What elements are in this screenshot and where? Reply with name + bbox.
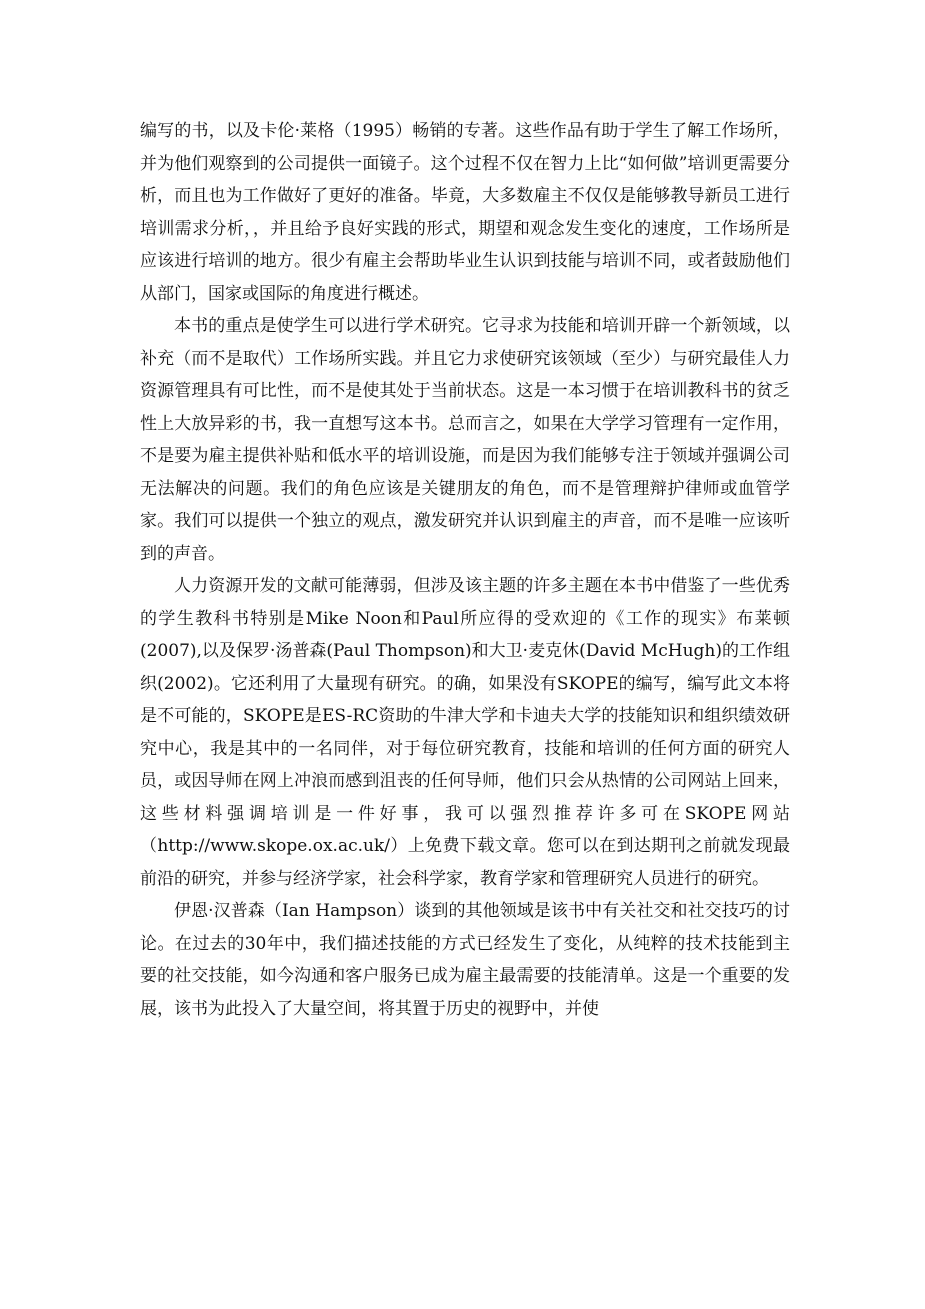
paragraph-4: 伊恩·汉普森（Ian Hampson）谈到的其他领域是该书中有关社交和社交技巧的讨论。在过去的30年中，我们描述技能的方式已经发生了变化，从纯粹的技术技能到主要的社交技能，如今沟通和客户服务已成为雇主最需要的技能清单。这是一个重要的发展，该书为此投入了大量空间，将其置于历史的视野中，并使 bbox=[140, 901, 790, 1019]
paragraph-3: 人力资源开发的文献可能薄弱，但涉及该主题的许多主题在本书中借鉴了一些优秀的学生教科书特别是Mike Noon和Paul所应得的受欢迎的《工作的现实》布莱顿(2007),以及保罗·汤普森(Paul Thompson)和大卫·麦克休(David McHugh)的工作组织(2002)。它还利用了大量现有研究。的确，如果没有SKOPE的编写，编写此文本将是不可能的，SKOPE是ES-RC资助的牛津大学和卡迪夫大学的技能知识和组织绩效研究中心，我是其中的一名同伴，对于每位研究教育，技能和培训的任何方面的研究人员，或因导师在网上冲浪而感到沮丧的任何导师，他们只会从热情的公司网站上回来，这些材料强调培训是一件好事，我可以强烈推荐许多可在SKOPE网站（http://www.skope.ox.ac.uk/）上免费下载文章。您可以在到达期刊之前就发现最前沿的研究，并参与经济学家，社会科学家，教育学家和管理研究人员进行的研究。 bbox=[140, 576, 790, 889]
paragraph-1: 编写的书，以及卡伦·莱格（1995）畅销的专著。这些作品有助于学生了解工作场所，并为他们观察到的公司提供一面镜子。这个过程不仅在智力上比“如何做”培训更需要分析，而且也为工作做好了更好的准备。毕竟，大多数雇主不仅仅是能够教导新员工进行培训需求分析，，并且给予良好实践的形式，期望和观念发生变化的速度，工作场所是应该进行培训的地方。很少有雇主会帮助毕业生认识到技能与培训不同，或者鼓励他们从部门，国家或国际的角度进行概述。 bbox=[140, 121, 790, 304]
paragraph-2: 本书的重点是使学生可以进行学术研究。它寻求为技能和培训开辟一个新领域，以补充（而不是取代）工作场所实践。并且它力求使研究该领域（至少）与研究最佳人力资源管理具有可比性，而不是使其处于当前状态。这是一本习惯于在培训教科书的贫乏性上大放异彩的书，我一直想写这本书。总而言之，如果在大学学习管理有一定作用，不是要为雇主提供补贴和低水平的培训设施，而是因为我们能够专注于领域并强调公司无法解决的问题。我们的角色应该是关键朋友的角色，而不是管理辩护律师或血管学家。我们可以提供一个独立的观点，激发研究并认识到雇主的声音，而不是唯一应该听到的声音。 bbox=[140, 316, 790, 564]
document-page bbox=[140, 115, 790, 1025]
